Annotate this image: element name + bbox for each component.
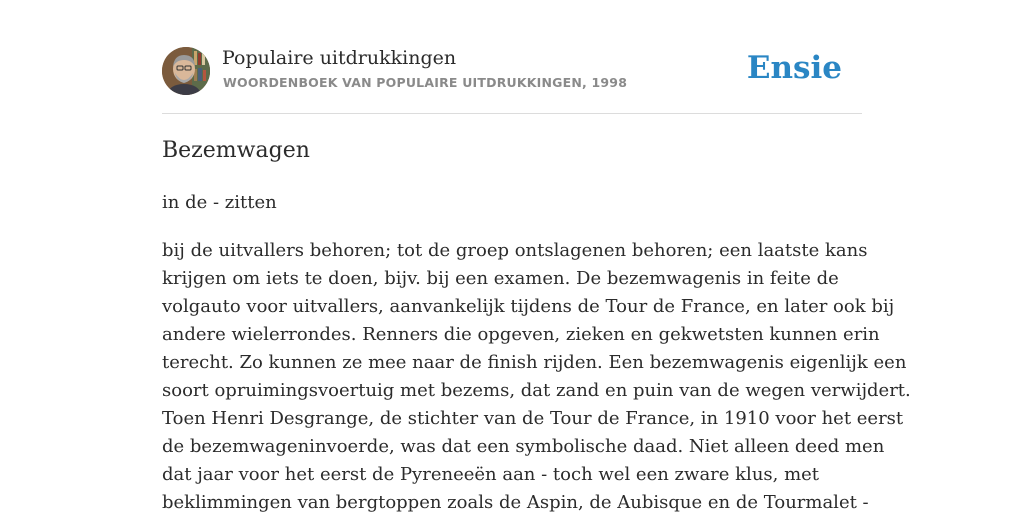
definition-line: andere wielerrondes. Renners die opgeven, zieken en gekwetsten kunnen erin xyxy=(162,324,880,345)
entry-definition xyxy=(162,237,911,512)
author-portrait-icon xyxy=(162,47,210,95)
definition-line: beklimmingen van bergtoppen zoals de Aspin, de Aubisque en de Tourmalet - xyxy=(162,492,869,512)
definition-line: soort opruimingsvoertuig met bezems, dat zand en puin van de wegen verwijdert. xyxy=(162,380,911,401)
entry-headword: Bezemwagen xyxy=(162,138,310,163)
definition-line: de bezemwageninvoerde, was dat een symbolische daad. Niet alleen deed men xyxy=(162,436,885,457)
definition-line: krijgen om iets te doen, bijv. bij een examen. De bezemwagenis in feite de xyxy=(162,268,839,289)
entry-phrase: in de - zitten xyxy=(162,192,277,213)
source-title[interactable]: Populaire uitdrukkingen xyxy=(222,47,457,69)
author-avatar[interactable] xyxy=(162,47,210,95)
source-subtitle: WOORDENBOEK VAN POPULAIRE UITDRUKKINGEN, 1998 xyxy=(223,75,628,90)
definition-line: terecht. Zo kunnen ze mee naar de finish rijden. Een bezemwagenis eigenlijk een xyxy=(162,352,907,373)
definition-line: volgauto voor uitvallers, aanvankelijk tijdens de Tour de France, en later ook bij xyxy=(162,296,895,317)
header-divider xyxy=(162,113,862,114)
definition-line: bij de uitvallers behoren; tot de groep ontslagenen behoren; een laatste kans xyxy=(162,240,868,261)
source-header xyxy=(162,46,862,96)
definition-line: Toen Henri Desgrange, de stichter van de Tour de France, in 1910 voor het eerst xyxy=(162,408,904,429)
ensie-logo[interactable]: Ensie xyxy=(746,50,842,86)
definition-line: dat jaar voor het eerst de Pyreneeën aan - toch wel een zware klus, met xyxy=(162,464,820,485)
